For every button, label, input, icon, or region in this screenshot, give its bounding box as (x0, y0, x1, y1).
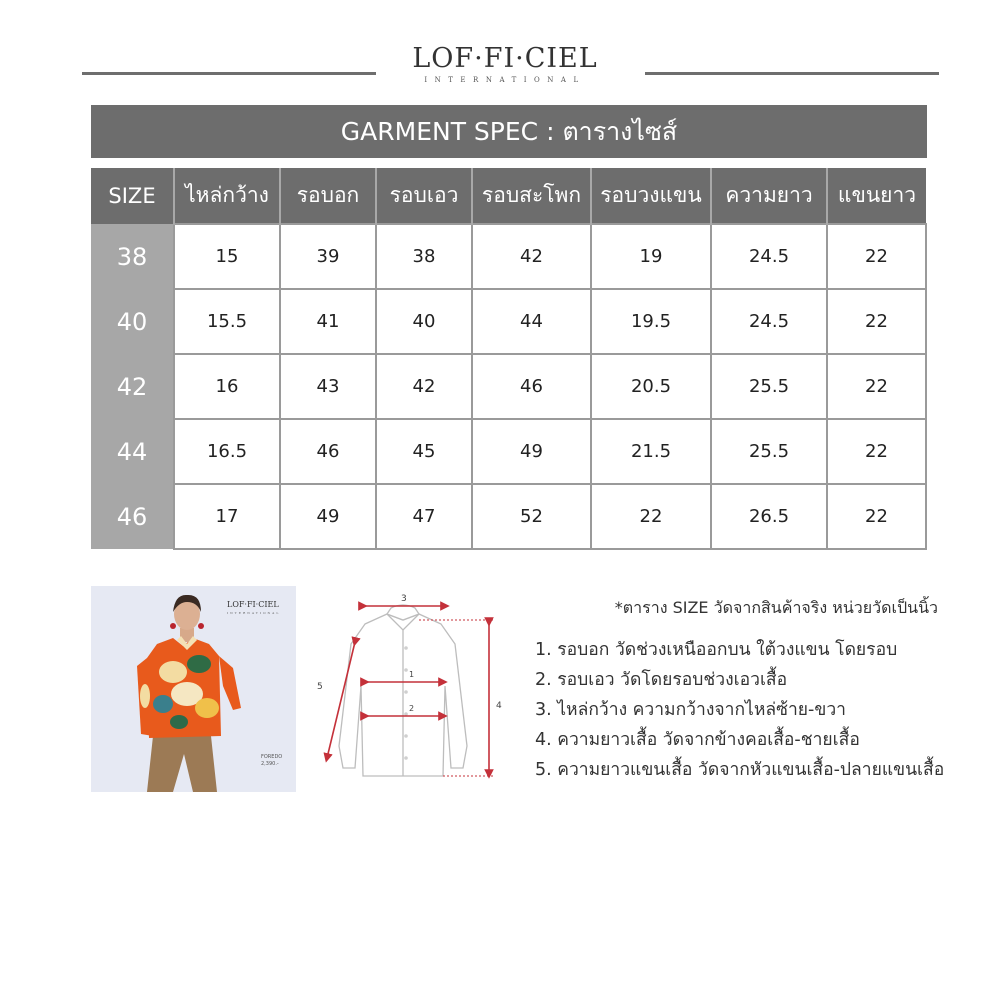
table-cell: 42 (376, 354, 472, 419)
size-cell: 46 (91, 484, 174, 549)
table-cell: 49 (472, 419, 591, 484)
page-title: GARMENT SPEC : ตารางไซส์ (91, 105, 927, 158)
table-cell: 47 (376, 484, 472, 549)
diagram-label-1: 1 (409, 670, 415, 679)
column-header-size: SIZE (91, 168, 174, 224)
column-header-length: ความยาว (711, 168, 827, 224)
table-cell: 20.5 (591, 354, 711, 419)
table-header-row (91, 168, 926, 224)
table-cell: 15.5 (174, 289, 280, 354)
column-header-armhole: รอบวงแขน (591, 168, 711, 224)
table-row (91, 419, 926, 484)
notes-header: *ตาราง SIZE วัดจากสินค้าจริง หน่วยวัดเป็นนิ้ว (614, 598, 938, 617)
note-item: 4. ความยาวเสื้อ วัดจากข้างคอเสื้อ-ชายเสื้อ (535, 730, 860, 750)
table-cell: 45 (376, 419, 472, 484)
table-cell: 40 (376, 289, 472, 354)
table-cell: 22 (827, 224, 926, 289)
table-cell: 19 (591, 224, 711, 289)
header-rule-right (645, 72, 939, 75)
product-code: FOREDO (261, 754, 283, 760)
table-row (91, 354, 926, 419)
column-header-chest: รอบอก (280, 168, 376, 224)
table-cell: 43 (280, 354, 376, 419)
table-cell: 46 (280, 419, 376, 484)
table-cell: 19.5 (591, 289, 711, 354)
note-item: 1. รอบอก วัดช่วงเหนืออกบน ใต้วงแขน โดยรอบ (535, 640, 898, 660)
size-table (91, 168, 927, 550)
table-cell: 38 (376, 224, 472, 289)
size-cell: 44 (91, 419, 174, 484)
table-cell: 24.5 (711, 289, 827, 354)
brand-name: LOF·FI·CIEL (412, 43, 598, 74)
brand-subtitle: INTERNATIONAL (424, 76, 586, 84)
table-cell: 22 (827, 289, 926, 354)
table-cell: 17 (174, 484, 280, 549)
diagram-label-5: 5 (317, 682, 323, 692)
table-row (91, 484, 926, 549)
table-cell: 22 (591, 484, 711, 549)
measurement-notes (535, 596, 975, 785)
photo-logo-subtitle: INTERNATIONAL (227, 611, 281, 615)
brand-logo (380, 44, 630, 84)
shirt-outline (339, 605, 467, 776)
table-cell: 22 (827, 419, 926, 484)
table-cell: 16.5 (174, 419, 280, 484)
table-cell: 52 (472, 484, 591, 549)
column-header-shoulder: ไหล่กว้าง (174, 168, 280, 224)
photo-logo: LOF·FI·CIEL (227, 600, 279, 609)
table-cell: 46 (472, 354, 591, 419)
table-cell: 25.5 (711, 354, 827, 419)
size-cell: 40 (91, 289, 174, 354)
table-row (91, 289, 926, 354)
table-cell: 41 (280, 289, 376, 354)
note-item: 5. ความยาวแขนเสื้อ วัดจากหัวแขนเสื้อ-ปลายแขนเสื้อ (535, 760, 945, 780)
diagram-label-3: 3 (401, 594, 407, 604)
note-item: 3. ไหล่กว้าง ความกว้างจากไหล่ซ้าย-ขวา (535, 700, 846, 720)
diagram-label-4: 4 (496, 701, 502, 711)
table-cell: 44 (472, 289, 591, 354)
table-cell: 22 (827, 354, 926, 419)
table-cell: 21.5 (591, 419, 711, 484)
table-cell: 24.5 (711, 224, 827, 289)
table-row (91, 224, 926, 289)
column-header-waist: รอบเอว (376, 168, 472, 224)
column-header-hip: รอบสะโพก (472, 168, 591, 224)
size-cell: 38 (91, 224, 174, 289)
table-cell: 16 (174, 354, 280, 419)
diagram-label-2: 2 (409, 704, 415, 713)
product-photo (91, 586, 296, 792)
product-price: 2,390.- (261, 761, 279, 767)
size-cell: 42 (91, 354, 174, 419)
table-cell: 15 (174, 224, 280, 289)
table-cell: 39 (280, 224, 376, 289)
column-header-sleeve: แขนยาว (827, 168, 926, 224)
table-cell: 26.5 (711, 484, 827, 549)
table-cell: 22 (827, 484, 926, 549)
measurement-diagram (305, 586, 515, 786)
table-cell: 49 (280, 484, 376, 549)
note-item: 2. รอบเอว วัดโดยรอบช่วงเอวเสื้อ (535, 670, 788, 690)
table-cell: 25.5 (711, 419, 827, 484)
header-rule-left (82, 72, 376, 75)
table-cell: 42 (472, 224, 591, 289)
product-code-price (261, 754, 282, 768)
